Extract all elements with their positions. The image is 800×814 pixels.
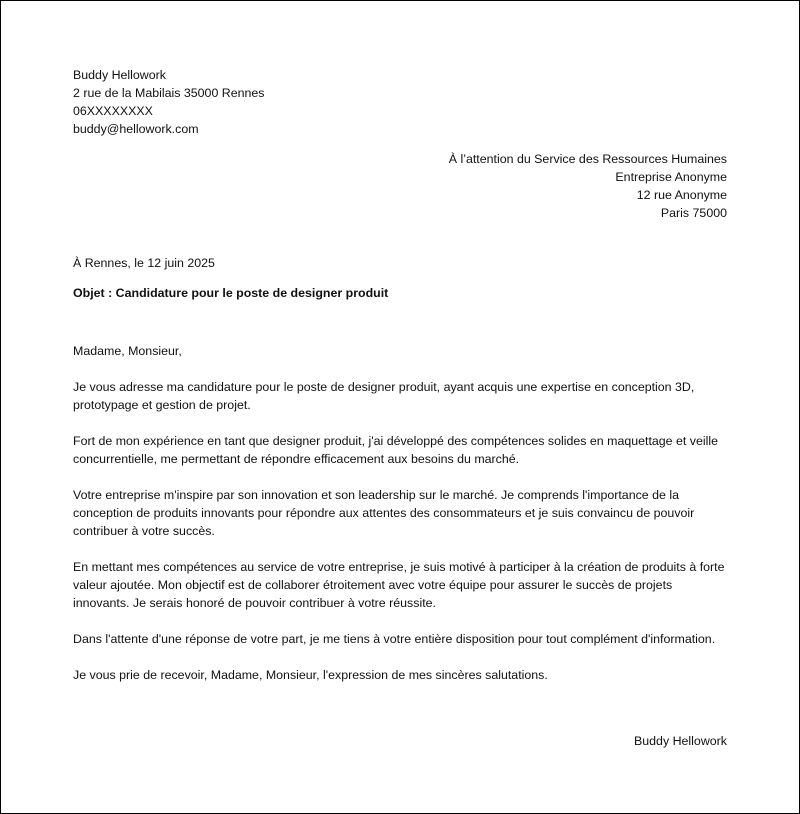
recipient-city: Paris 75000: [660, 206, 727, 220]
sender-name: Buddy Hellowork: [73, 68, 166, 82]
signature: Buddy Hellowork: [634, 734, 727, 748]
sender-block: [73, 66, 727, 138]
sender-address: 2 rue de la Mabilais 35000 Rennes: [73, 86, 265, 100]
sender-email: buddy@hellowork.com: [73, 122, 199, 136]
sender-phone: 06XXXXXXXX: [73, 104, 153, 118]
paragraph-5: Dans l'attente d'une réponse de votre part, je me tiens à votre entière disposition pour tout complément d'information.: [73, 632, 716, 646]
paragraph-6: Je vous prie de recevoir, Madame, Monsieur, l'expression de mes sincères salutations.: [73, 668, 548, 682]
subject-line: Objet : Candidature pour le poste de designer produit: [73, 286, 389, 300]
paragraph-2: Fort de mon expérience en tant que designer produit, j'ai développé des compétences solides en maquettage et veille concurrentielle, me permettant de répondre efficacement aux besoins du marché.: [73, 434, 719, 466]
paragraph-1: Je vous adresse ma candidature pour le poste de designer produit, ayant acquis une expertise en conception 3D, prototypage et gestion de projet.: [73, 380, 695, 412]
recipient-attention: À l’attention du Service des Ressources Humaines: [448, 152, 727, 166]
date-line: À Rennes, le 12 juin 2025: [73, 256, 215, 270]
recipient-block: [73, 150, 727, 222]
recipient-company: Entreprise Anonyme: [615, 170, 727, 184]
recipient-street: 12 rue Anonyme: [636, 188, 727, 202]
paragraph-3: Votre entreprise m'inspire par son innovation et son leadership sur le marché. Je comprends l'importance de la conception de produits innovants pour répondre aux attentes des consommateurs et je suis convaincu de pouvoir contribuer à votre succès.: [73, 488, 695, 538]
letter-body: [73, 342, 727, 702]
paragraph-4: En mettant mes compétences au service de votre entreprise, je suis motivé à participer à la création de produits à forte valeur ajoutée. Mon objectif est de collaborer étroitement avec votre équipe pour assurer le succès de projets innovants. Je serais honoré de pouvoir contribuer à votre réussite.: [73, 560, 725, 610]
salutation: Madame, Monsieur,: [73, 344, 182, 358]
